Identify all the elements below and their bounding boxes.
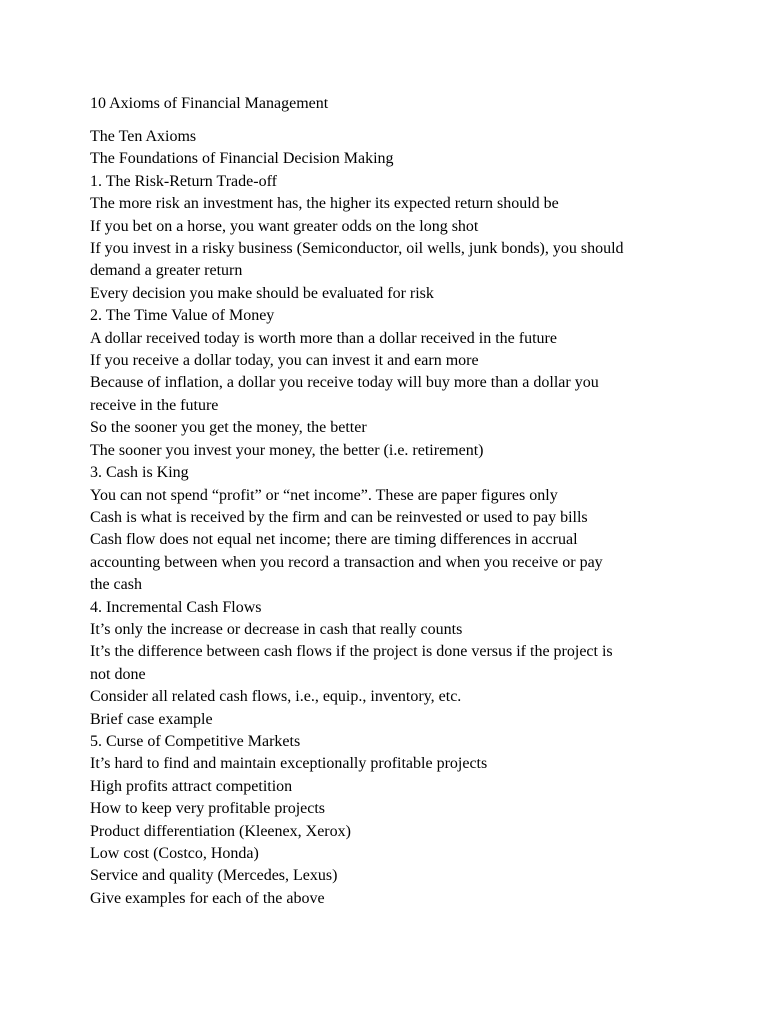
text-line: The Foundations of Financial Decision Making	[90, 150, 394, 168]
text-line: If you bet on a horse, you want greater odds on the long shot	[90, 217, 479, 235]
text-line: Cash is what is received by the firm and can be reinvested or used to pay bills	[90, 508, 588, 526]
section-heading: 3. Cash is King	[90, 464, 189, 482]
text-line: Because of inflation, a dollar you receive today will buy more than a dollar you	[90, 374, 599, 392]
section-heading: 1. The Risk-Return Trade-off	[90, 172, 277, 190]
text-line: The sooner you invest your money, the better (i.e. retirement)	[90, 441, 484, 459]
text-line: demand a greater return	[90, 262, 243, 280]
text-line: The Ten Axioms	[90, 128, 197, 145]
text-line: Consider all related cash flows, i.e., equip., inventory, etc.	[90, 688, 462, 706]
text-line: Cash flow does not equal net income; there are timing differences in accrual	[90, 531, 578, 549]
text-line: How to keep very profitable projects	[90, 800, 326, 818]
text-line: It’s hard to find and maintain exceptionally profitable projects	[90, 755, 488, 773]
text-line: You can not spend “profit” or “net income”. These are paper figures only	[90, 486, 558, 504]
text-line: accounting between when you record a transaction and when you receive or pay	[90, 553, 603, 571]
text-line: So the sooner you get the money, the better	[90, 419, 367, 437]
text-line: Brief case example	[90, 710, 213, 728]
text-line: Product differentiation (Kleenex, Xerox)	[90, 822, 351, 840]
document-title: 10 Axioms of Financial Management	[90, 95, 329, 112]
text-line: The more risk an investment has, the higher its expected return should be	[90, 195, 559, 213]
text-line: It’s the difference between cash flows if the project is done versus if the project is	[90, 643, 613, 661]
document-body	[90, 126, 690, 910]
text-line: High profits attract competition	[90, 777, 293, 795]
text-line: Low cost (Costco, Honda)	[90, 845, 259, 862]
text-line: If you invest in a risky business (Semiconductor, oil wells, junk bonds), you should	[90, 240, 624, 258]
text-line: not done	[90, 665, 146, 683]
section-heading: 2. The Time Value of Money	[90, 307, 275, 325]
text-line: It’s only the increase or decrease in cash that really counts	[90, 620, 463, 638]
section-heading: 4. Incremental Cash Flows	[90, 598, 262, 616]
text-line: Give examples for each of the above	[90, 889, 325, 907]
text-line: A dollar received today is worth more than a dollar received in the future	[90, 329, 557, 347]
text-line: If you receive a dollar today, you can invest it and earn more	[90, 352, 479, 370]
text-line: the cash	[90, 576, 142, 594]
text-line: receive in the future	[90, 396, 219, 414]
text-line: Service and quality (Mercedes, Lexus)	[90, 867, 338, 885]
text-line: Every decision you make should be evaluated for risk	[90, 284, 434, 302]
section-heading: 5. Curse of Competitive Markets	[90, 732, 301, 750]
